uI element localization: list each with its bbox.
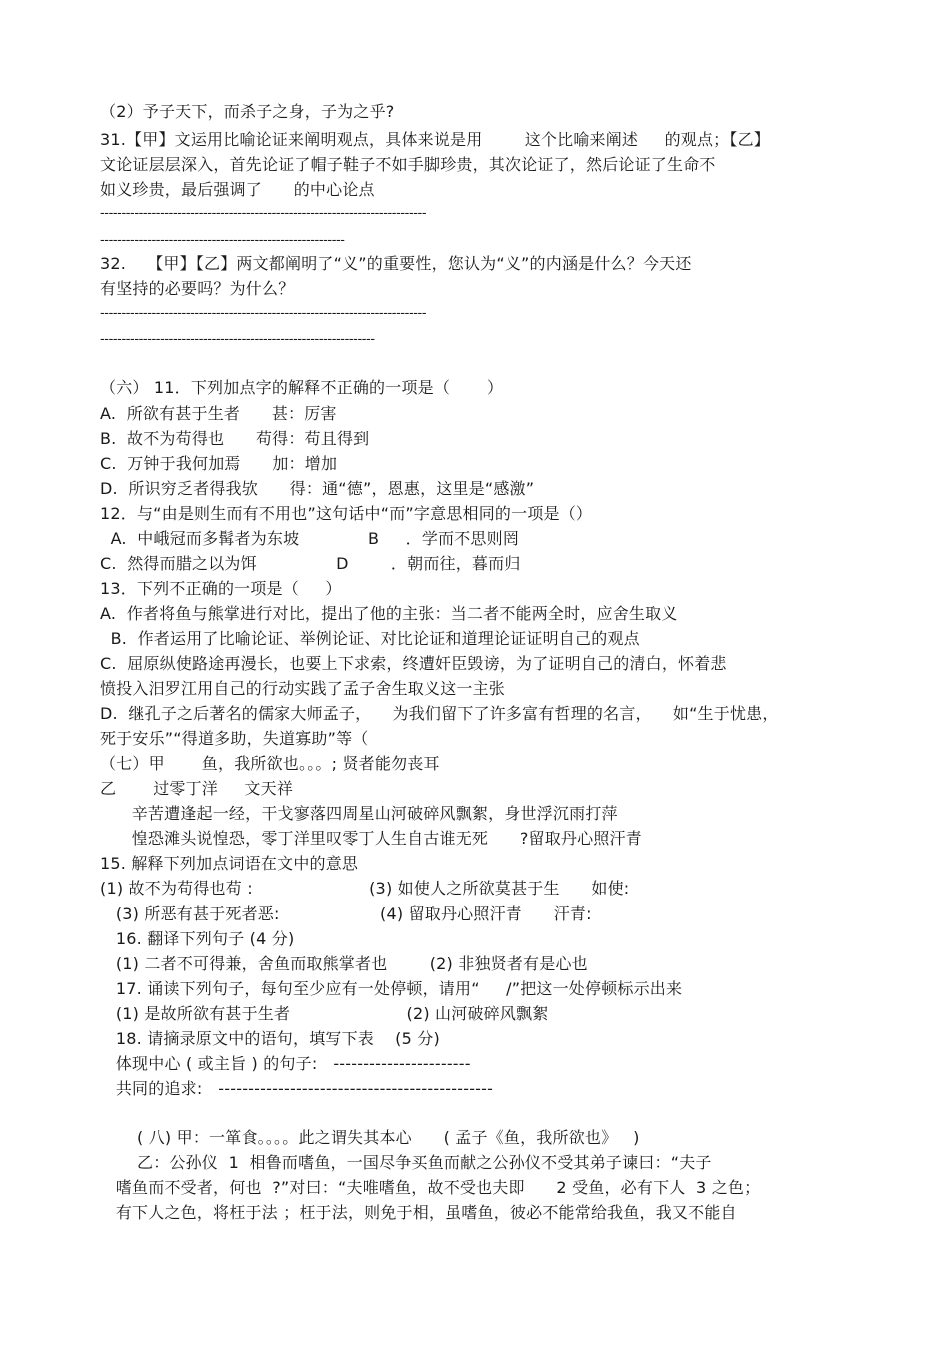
option-a: A. 所欲有甚于生者 甚：厉害 — [100, 404, 337, 423]
text-line: 体现中心 ( 或主旨 ) 的句子: ----------------------- — [100, 1054, 471, 1073]
question-title: 12．与“由是则生而有不用也”这句话中“而”字意思相同的一项是（） — [100, 504, 593, 523]
option-d: D. 继孔子之后著名的儒家大师孟子， 为我们留下了许多富有哲理的名言， 如“生于忧患， — [100, 704, 779, 723]
option-c: C. 万钟于我何加焉 加：增加 — [100, 454, 338, 473]
text-line: (3) 所恶有甚于死者恶: (4) 留取丹心照汗青 汗青: — [100, 904, 592, 923]
text-line: (1) 二者不可得兼，舍鱼而取熊掌者也 (2) 非独贤者有是心也 — [100, 954, 588, 973]
section-title: （七）甲 鱼，我所欲也。。。; 贤者能勿丧耳 — [100, 754, 440, 773]
question-title: 15. 解释下列加点词语在文中的意思 — [100, 854, 359, 873]
text-line: 有下人之色，将枉于法 ；枉于法，则免于相，虽嗜鱼，彼必不能常给我鱼，我又不能自 — [100, 1203, 737, 1222]
section-title: ( 八) 甲：一箪食。。。。此之谓失其本心 ( 孟子《鱼，我所欲也》 ) — [100, 1128, 640, 1147]
option-row: A. 中峨冠而多髯者为东坡 B ．学而不思则罔 — [100, 529, 520, 548]
text-line: 共同的追求: ---------------------------------------------- — [100, 1079, 494, 1098]
answer-line: ---------------------------------------------------------------- — [100, 332, 375, 347]
poem-title: 乙 过零丁洋 文天祥 — [100, 779, 294, 798]
question-title: 17. 诵读下列句子，每句至少应有一处停顿，请用“ /”把这一处停顿标示出来 — [100, 979, 683, 998]
text-line: 如义珍贵，最后强调了 的中心论点 — [100, 180, 375, 199]
option-b: B. 故不为苟得也 苟得：苟且得到 — [100, 429, 370, 448]
poem-line: 辛苦遭逢起一经，干戈寥落四周星山河破碎风飘絮，身世浮沉雨打萍 — [100, 804, 618, 823]
option-d: D. 所识穷乏者得我欤 得：通“德”，恩惠，这里是“感激” — [100, 479, 535, 498]
text-line: （2）予子天下，而杀子之身，子为之乎? — [100, 102, 395, 121]
text-line: 有坚持的必要吗？为什么？ — [100, 279, 295, 298]
option-b: B. 作者运用了比喻论证、举例论证、对比论证和道理论证证明自己的观点 — [100, 629, 640, 648]
text-line: 32. 【甲】【乙】两文都阐明了“义”的重要性，您认为“义”的内涵是什么？今天还 — [100, 254, 692, 273]
text-line: 31.【甲】文运用比喻论证来阐明观点，具体来说是用 这个比喻来阐述 的观点；【乙】 — [100, 130, 770, 149]
text-line: 文论证层层深入，首先论证了帽子鞋子不如手脚珍贵，其次论证了，然后论证了生命不 — [100, 155, 716, 174]
question-title: 13．下列不正确的一项是（ ） — [100, 579, 342, 598]
text-line: (1) 是故所欲有甚于生者 (2) 山河破碎风飘絮 — [100, 1004, 549, 1023]
text-line: 嗜鱼而不受者，何也 ?”对曰：“夫唯嗜鱼，故不受也夫即 2 受鱼，必有下人 3 之色； — [100, 1178, 761, 1197]
option-c: C. 屈原纵使路途再漫长，也要上下求索，终遭奸臣毁谤，为了证明自己的清白，怀着悲 — [100, 654, 727, 673]
answer-line: --------------------------------------------------------- — [100, 233, 345, 248]
question-title: （六） 11．下列加点字的解释不正确的一项是（ ） — [100, 378, 504, 397]
text-line: 愤投入汨罗江用自己的行动实践了孟子舍生取义这一主张 — [100, 679, 506, 698]
text-line: 死于安乐”“得道多助，失道寡助”等（ — [100, 729, 369, 748]
option-row: C. 然得而腊之以为饵 D ．朝而往，暮而归 — [100, 554, 521, 573]
text-line: 乙：公孙仪 1 相鲁而嗜鱼，一国尽争买鱼而献之公孙仪不受其弟子谏曰：“夫子 — [100, 1153, 712, 1172]
answer-line: ---------------------------------------------------------------------------- — [100, 206, 427, 221]
answer-line: ---------------------------------------------------------------------------- — [100, 306, 427, 321]
option-a: A. 作者将鱼与熊掌进行对比，提出了他的主张：当二者不能两全时，应舍生取义 — [100, 604, 678, 623]
text-line: (1) 故不为苟得也苟 : (3) 如使人之所欲莫甚于生 如使: — [100, 879, 630, 898]
question-title: 16. 翻译下列句子 (4 分) — [100, 929, 295, 948]
question-title: 18. 请摘录原文中的语句，填写下表 (5 分) — [100, 1029, 440, 1048]
poem-line: 惶恐滩头说惶恐，零丁洋里叹零丁人生自古谁无死 ?留取丹心照汗青 — [100, 829, 642, 848]
